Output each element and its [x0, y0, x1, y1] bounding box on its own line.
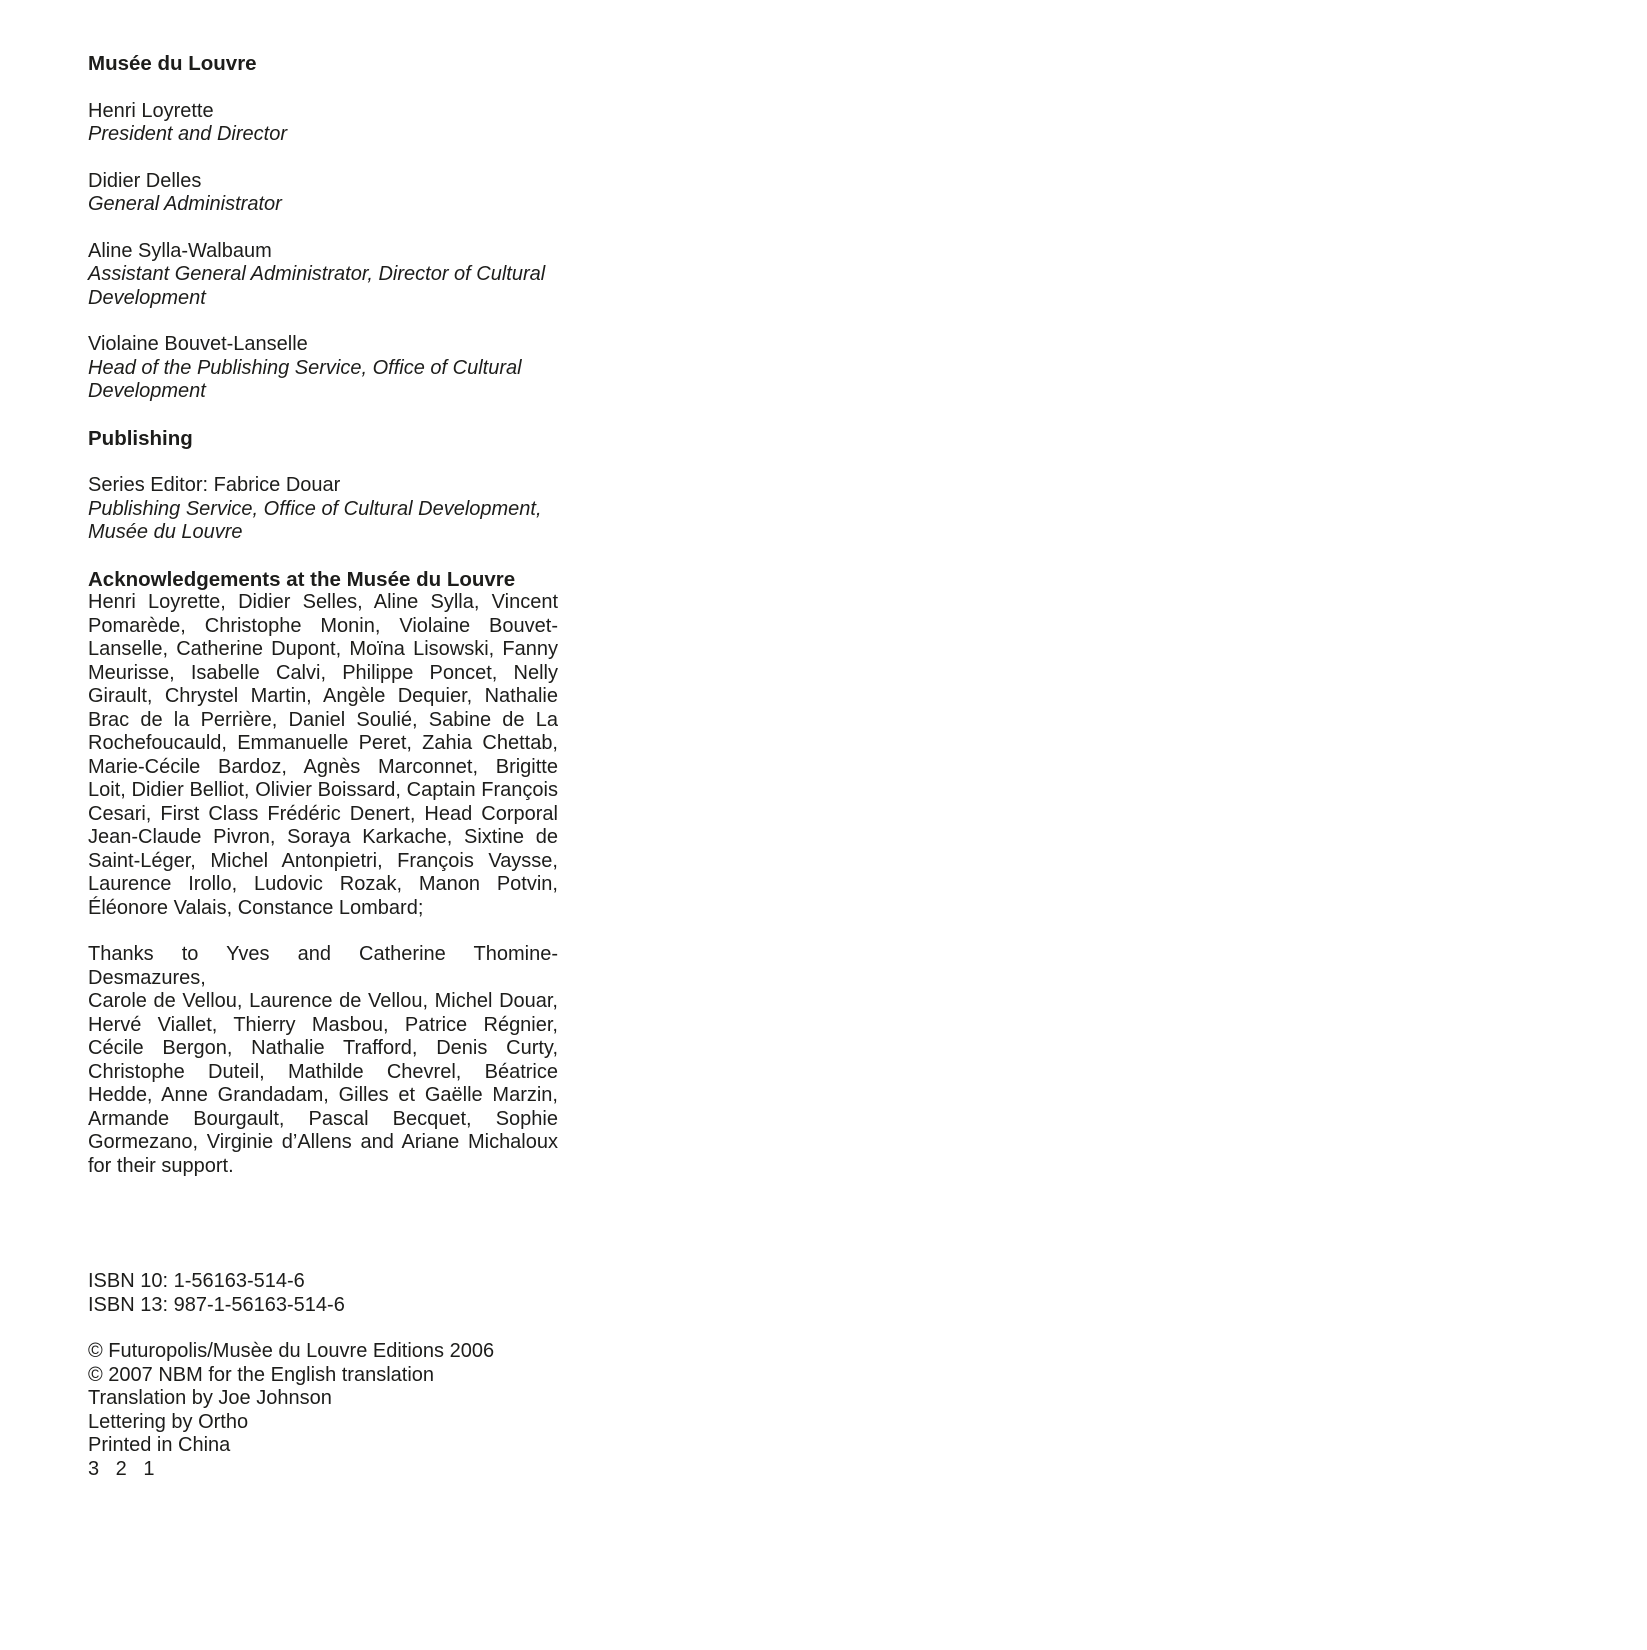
copyright-block	[88, 1340, 558, 1481]
thanks-line: Armande Bourgault, Pascal Becquet, Sophie	[88, 1107, 558, 1130]
thanks-line: Cécile Bergon, Nathalie Trafford, Denis Curty,	[88, 1037, 558, 1059]
staff-title: President and Director	[88, 123, 287, 145]
staff-entry	[88, 333, 558, 404]
thanks-line: Hervé Viallet, Thierry Masbou, Patrice Régnier,	[88, 1013, 558, 1036]
institution-heading: Musée du Louvre	[88, 52, 257, 75]
isbn13-line: ISBN 13: 987-1-56163-514-6	[88, 1293, 345, 1316]
ack-line: Cesari, First Class Frédéric Denert, Head Corporal	[88, 802, 558, 825]
copyright-line: © Futuropolis/Musèe du Louvre Editions 2006	[88, 1340, 495, 1362]
copyright-line: Printed in China	[88, 1434, 231, 1456]
ack-line: Pomarède, Christophe Monin, Violaine Bouvet-	[88, 614, 558, 637]
ack-line: Jean-Claude Pivron, Soraya Karkache, Sixtine de	[88, 826, 558, 848]
publishing-heading: Publishing	[88, 426, 193, 450]
ack-line: Laurence Irollo, Ludovic Rozak, Manon Potvin,	[88, 873, 558, 895]
thanks-line: Thanks to Yves and Catherine Thomine-Desmazures,	[88, 943, 558, 989]
staff-name: Henri Loyrette	[88, 99, 214, 122]
thanks-line: Gormezano, Virginie d’Allens and Ariane Michaloux	[88, 1131, 558, 1153]
ack-line: Henri Loyrette, Didier Selles, Aline Sylla, Vincent	[88, 591, 558, 613]
staff-entry	[88, 170, 558, 217]
ack-line: Meurisse, Isabelle Calvi, Philippe Poncet, Nelly	[88, 661, 558, 684]
thanks-paragraph	[88, 943, 558, 1178]
staff-entry	[88, 100, 558, 147]
series-editor-line: Series Editor: Fabrice Douar	[88, 474, 341, 496]
copyright-line: Lettering by Ortho	[88, 1410, 249, 1433]
ack-line: Loit, Didier Belliot, Olivier Boissard, Captain François	[88, 779, 558, 801]
publishing-entry	[88, 474, 558, 545]
ack-line: Marie-Cécile Bardoz, Agnès Marconnet, Brigitte	[88, 755, 558, 778]
thanks-line: Christophe Duteil, Mathilde Chevrel, Béatrice	[88, 1060, 558, 1083]
isbn-block	[88, 1270, 558, 1317]
thanks-line: Hedde, Anne Grandadam, Gilles et Gaëlle Marzin,	[88, 1084, 558, 1106]
ack-line: Girault, Chrystel Martin, Angèle Dequier, Nathalie	[88, 685, 558, 707]
thanks-line: Carole de Vellou, Laurence de Vellou, Michel Douar,	[88, 990, 558, 1012]
printers-key-line: 3 2 1	[88, 1457, 155, 1480]
ack-line: Saint-Léger, Michel Antonpietri, François Vaysse,	[88, 849, 558, 872]
colophon-content	[88, 52, 558, 1504]
staff-name: Aline Sylla-Walbaum	[88, 239, 272, 262]
ack-line: Éléonore Valais, Constance Lombard;	[88, 896, 424, 919]
staff-name: Didier Delles	[88, 169, 202, 192]
ack-line: Brac de la Perrière, Daniel Soulié, Sabine de La	[88, 708, 558, 731]
staff-title: Assistant General Administrator, Director of Cultural Development	[88, 263, 546, 309]
staff-name: Violaine Bouvet-Lanselle	[88, 333, 308, 355]
copyright-line: Translation by Joe Johnson	[88, 1387, 332, 1409]
ack-line: Rochefoucauld, Emmanuelle Peret, Zahia Chettab,	[88, 732, 558, 754]
thanks-line: for their support.	[88, 1154, 234, 1177]
acknowledgements-heading: Acknowledgements at the Musée du Louvre	[88, 567, 516, 591]
staff-title: Head of the Publishing Service, Office of Cultural Development	[88, 356, 522, 402]
ack-line: Lanselle, Catherine Dupont, Moïna Lisowski, Fanny	[88, 638, 558, 660]
staff-title: General Administrator	[88, 193, 282, 215]
publishing-service-line: Publishing Service, Office of Cultural Development, Musée du Louvre	[88, 497, 542, 543]
isbn10-line: ISBN 10: 1-56163-514-6	[88, 1270, 305, 1292]
staff-entry	[88, 240, 558, 311]
copyright-line: © 2007 NBM for the English translation	[88, 1363, 435, 1386]
acknowledgements-paragraph	[88, 591, 558, 920]
